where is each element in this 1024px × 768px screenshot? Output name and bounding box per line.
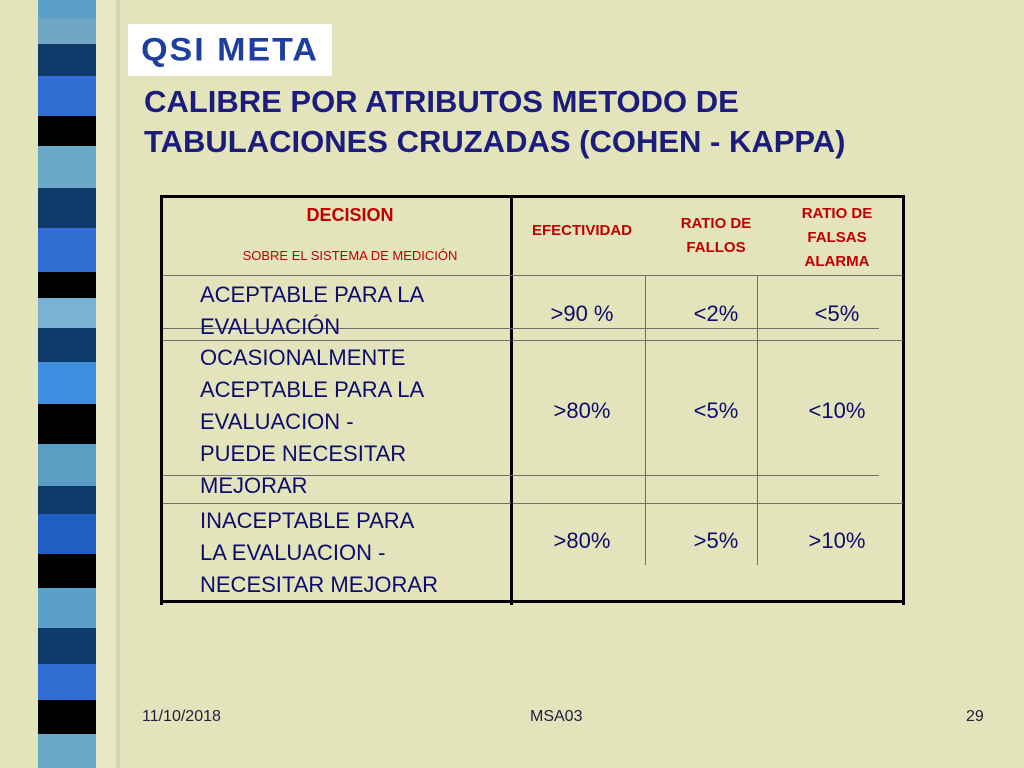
row-1-decision-line: ACEPTABLE PARA LA <box>200 282 425 307</box>
grid-line <box>163 503 511 504</box>
strip-block <box>38 272 96 298</box>
strip-block <box>38 444 96 486</box>
footer-date: 11/10/2018 <box>142 708 221 725</box>
strip-gap <box>96 0 118 768</box>
footer-code: MSA03 <box>530 708 583 725</box>
title-line-1: CALIBRE POR ATRIBUTOS METODO DE <box>144 84 739 119</box>
row-3-ratio-fallos: >5% <box>693 528 739 553</box>
row-2-ratio-fallos: <5% <box>693 398 739 423</box>
grid-line <box>513 340 903 341</box>
company-logo <box>128 24 332 76</box>
strip-block <box>38 188 96 228</box>
row-1-efectividad: >90 % <box>550 301 614 326</box>
row-2-decision-line: MEJORAR <box>200 473 308 498</box>
header-ratio-falsas-line-2: FALSAS <box>807 229 867 246</box>
grid-line <box>513 503 903 504</box>
grid-line <box>163 275 902 276</box>
slide-title <box>144 82 984 162</box>
title-line-2: TABULACIONES CRUZADAS (COHEN - KAPPA) <box>144 124 846 159</box>
kappa-criteria-table <box>160 195 905 605</box>
strip-block <box>38 554 96 588</box>
table-border-left <box>160 195 163 605</box>
row-2-efectividad: >80% <box>553 398 611 423</box>
strip-block <box>38 228 96 272</box>
strip-edge <box>0 0 38 768</box>
logo-text: QSI META <box>141 31 319 68</box>
strip-block <box>38 328 96 362</box>
header-ratio-fallos <box>654 212 778 260</box>
strip-block <box>38 486 96 514</box>
strip-block <box>38 44 96 76</box>
strip-shade <box>116 0 120 768</box>
strip-block <box>38 404 96 444</box>
row-1-decision-line: EVALUACIÓN <box>200 314 341 339</box>
row-1-ratio-fallos: <2% <box>693 301 739 326</box>
header-ratio-fallos-line-2: FALLOS <box>686 239 746 256</box>
strip-block <box>38 734 96 768</box>
row-1-decision <box>200 279 500 343</box>
row-3-ratio-falsas: >10% <box>808 528 866 553</box>
strip-block <box>38 700 96 734</box>
table-border-top <box>160 195 905 198</box>
strip-block <box>38 628 96 664</box>
strip-block <box>38 664 96 700</box>
row-2-decision <box>200 342 500 502</box>
header-ratio-falsas-alarma <box>772 202 902 274</box>
strip-block <box>38 362 96 404</box>
footer-page-number: 29 <box>966 708 984 725</box>
row-2-decision-line: OCASIONALMENTE <box>200 345 406 370</box>
row-3-decision-line: LA EVALUACION - <box>200 540 386 565</box>
strip-block <box>38 514 96 554</box>
header-efectividad: EFECTIVIDAD <box>531 222 632 239</box>
strip-block <box>38 0 96 18</box>
header-decision-subtitle: SOBRE EL SISTEMA DE MEDICIÓN <box>242 248 458 263</box>
row-1-ratio-falsas: <5% <box>814 301 860 326</box>
row-3-decision-line: INACEPTABLE PARA <box>200 508 415 533</box>
row-2-decision-line: EVALUACION - <box>200 409 354 434</box>
strip-block <box>38 76 96 116</box>
decorative-side-strip <box>0 0 120 768</box>
header-ratio-falsas-line-3: ALARMA <box>804 253 870 270</box>
row-2-ratio-falsas: <10% <box>808 398 866 423</box>
strip-block <box>38 146 96 188</box>
strip-block <box>38 18 96 44</box>
strip-block <box>38 116 96 146</box>
strip-block <box>38 298 96 328</box>
row-3-efectividad: >80% <box>553 528 611 553</box>
header-ratio-fallos-line-1: RATIO DE <box>680 215 752 232</box>
table-border-right <box>902 195 905 605</box>
row-2-decision-line: ACEPTABLE PARA LA <box>200 377 425 402</box>
header-decision: DECISION <box>306 205 394 225</box>
row-3-decision <box>200 505 500 601</box>
row-3-decision-line: NECESITAR MEJORAR <box>200 572 438 597</box>
strip-block <box>38 588 96 628</box>
header-ratio-falsas-line-1: RATIO DE <box>801 205 873 222</box>
row-2-decision-line: PUEDE NECESITAR <box>200 441 407 466</box>
